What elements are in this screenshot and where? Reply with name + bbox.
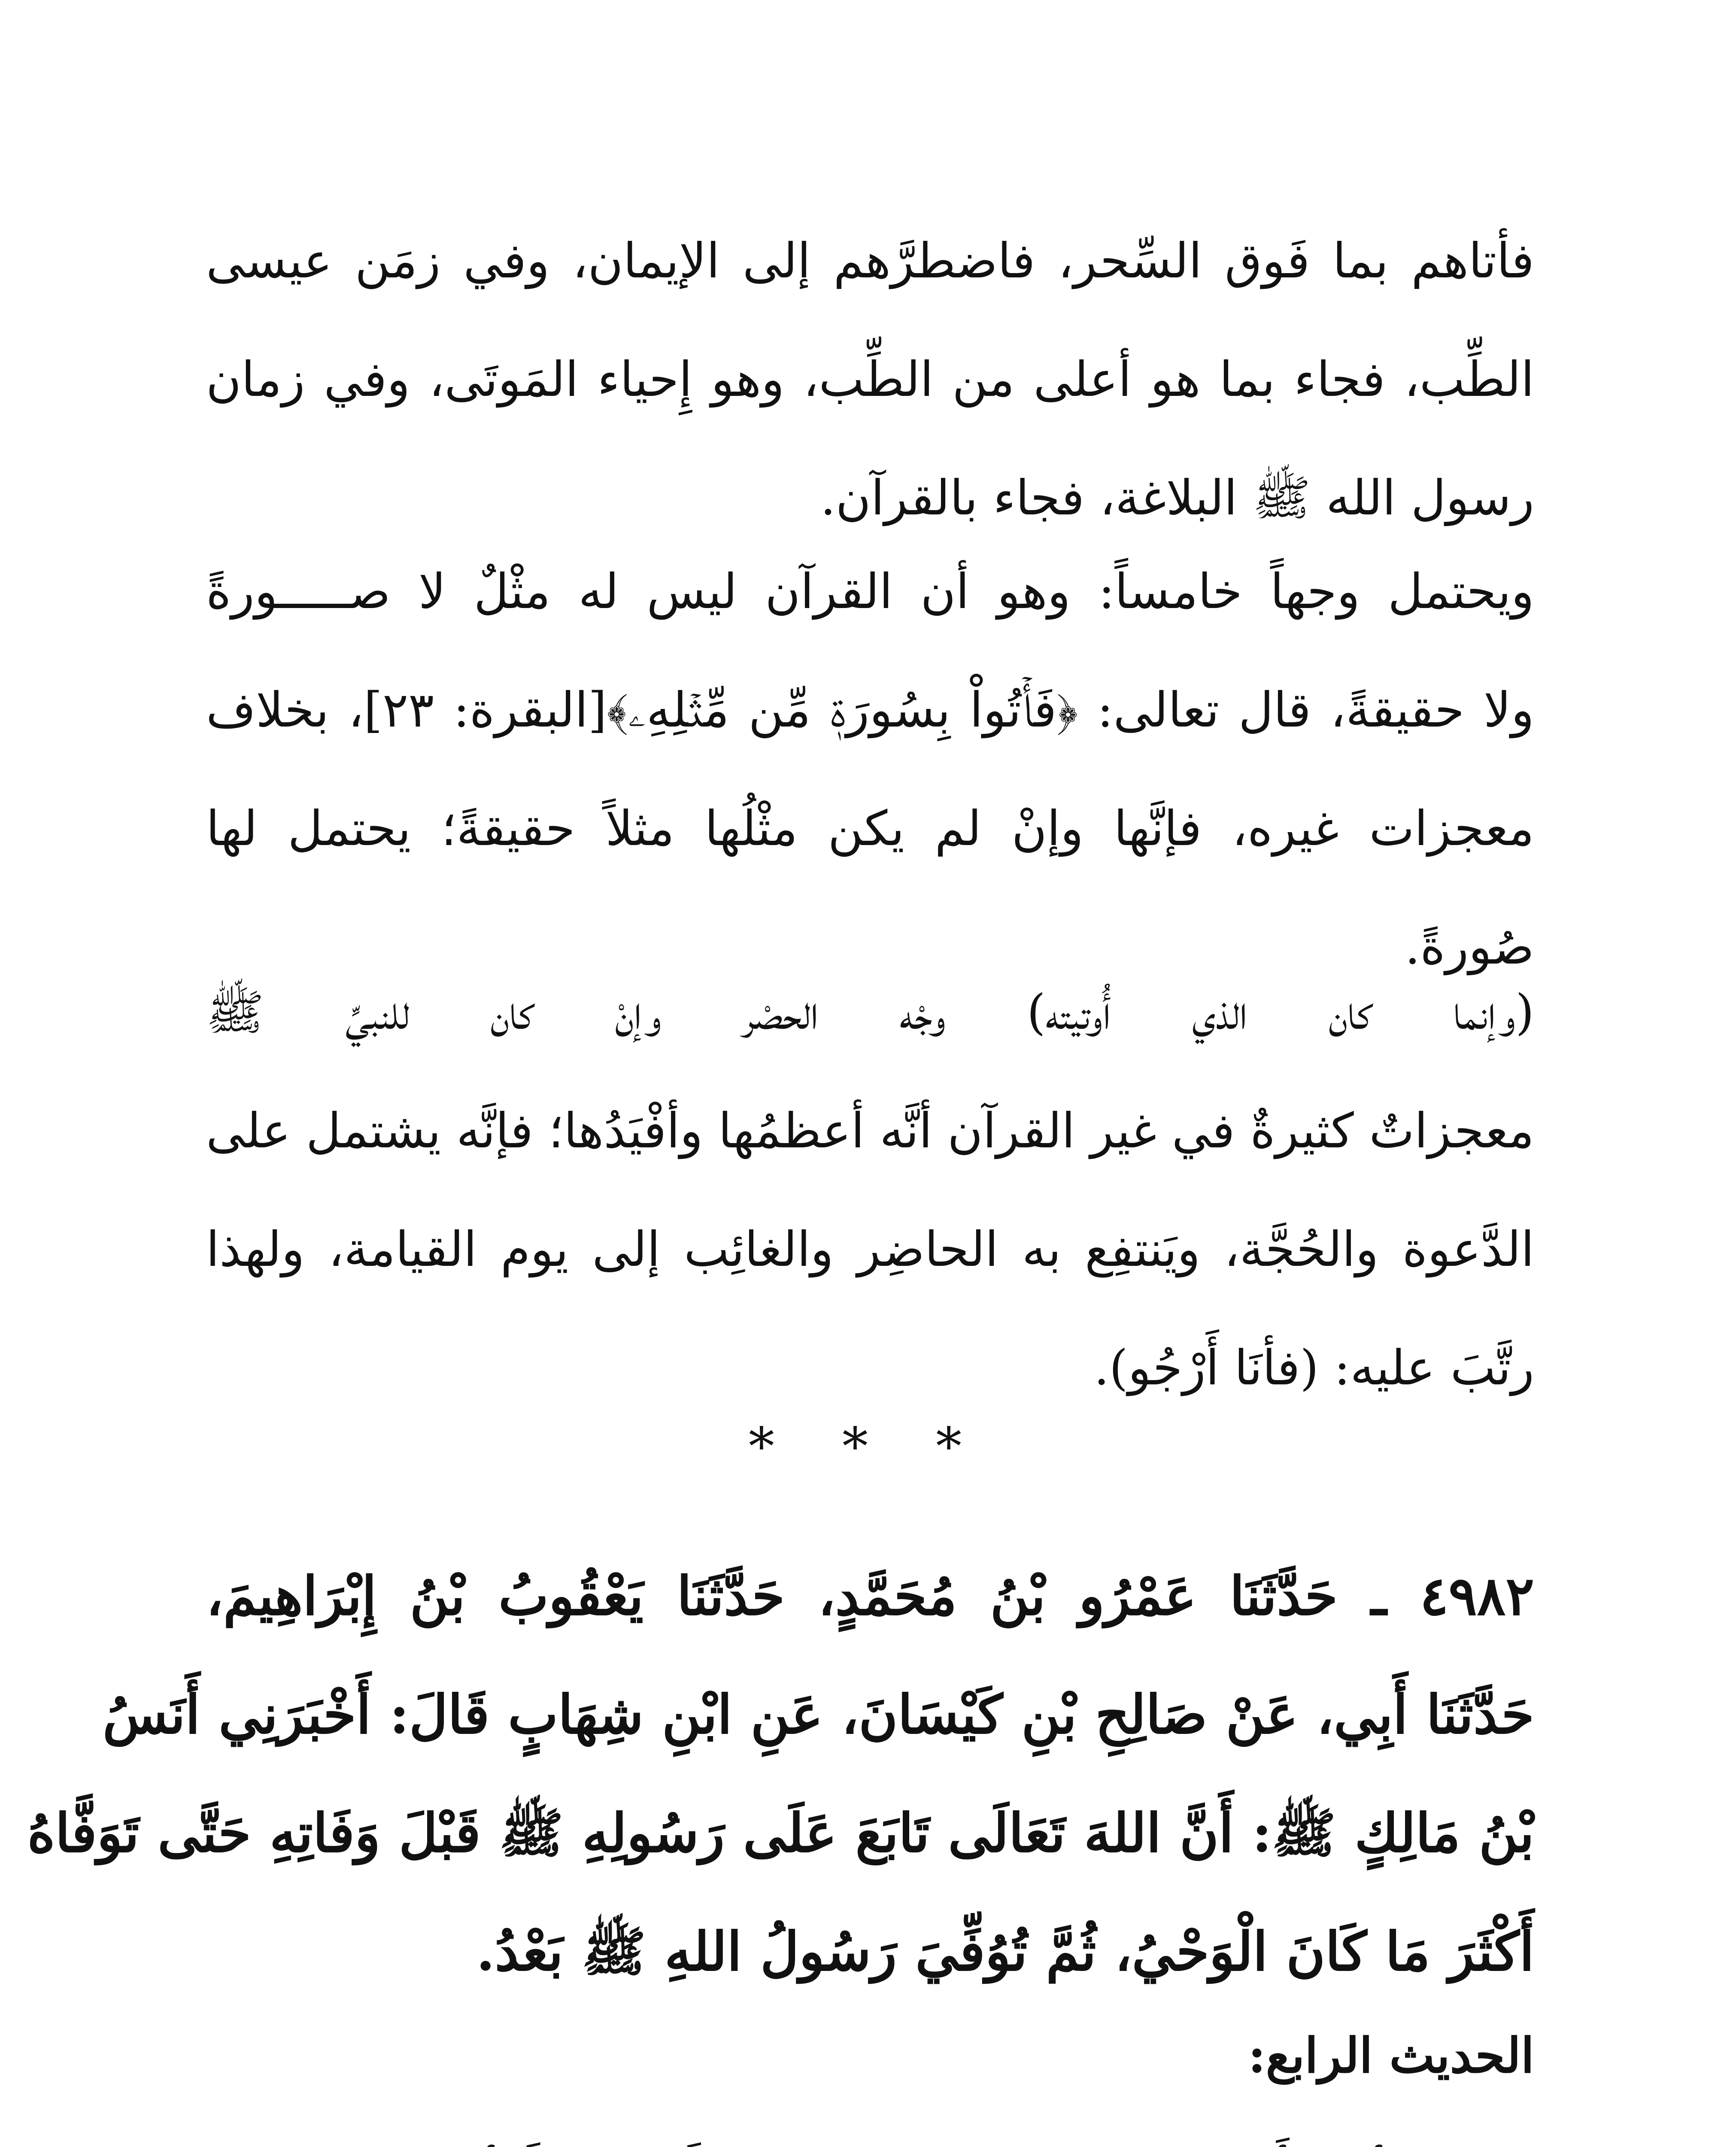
text-line: ولا حقيقةً، قال تعالى: ﴿فَأۡتُواْ بِسُورَةٖ مِّن مِّثۡلِهِۦ﴾[البقرة: ٢٣]، بخلاف bbox=[206, 682, 1534, 738]
text-line: الطِّب، فجاء بما هو أعلى من الطِّب، وهو إِحياء المَوتَى، وفي زمان bbox=[206, 352, 1535, 408]
paragraph-1 bbox=[206, 202, 1534, 557]
text-line: صُورةً. bbox=[1405, 919, 1534, 975]
text-line: (وإنما كان الذي أُوتيته) وجْه الحصْر وإنْ كان للنبيِّ ﷺ bbox=[206, 985, 1534, 1040]
hadith-line: بْنُ مَالِكٍ ﷺ: أَنَّ اللهَ تَعَالَى تَابَعَ عَلَى رَسُولِهِ ﷺ قَبْلَ وَفَاتِهِ حَتَّى تَوَفَّاهُ bbox=[27, 1802, 1534, 1864]
heading-text: الحديث الرابع: bbox=[1248, 2028, 1534, 2084]
text-line bbox=[206, 2117, 1534, 2147]
section-separator: * * * bbox=[748, 1417, 988, 1477]
text-line: فأتاهم بما فَوق السِّحر، فاضطرَّهم إلى الإيمان، وفي زمَن عيسى bbox=[206, 233, 1534, 289]
text-line: رتَّبَ عليه: (فأنَا أَرْجُو). bbox=[1094, 1340, 1534, 1396]
text-line: ويحتمل وجهاً خامساً: وهو أن القرآن ليس له مثْلٌ لا صـــــورةً bbox=[206, 564, 1534, 620]
hadith-line: أَكْثَرَ مَا كَانَ الْوَحْيُ، ثُمَّ تُوُفِّيَ رَسُولُ اللهِ ﷺ بَعْدُ. bbox=[476, 1921, 1534, 1983]
paragraph-4 bbox=[206, 2117, 1534, 2147]
section-heading bbox=[206, 1997, 1534, 2115]
text-line: معجزات غيره، فإنَّها وإنْ لم يكن مثْلُها مثلاً حقيقةً؛ يحتمل لها bbox=[206, 801, 1534, 857]
text-line: الدَّعوة والحُجَّة، ويَنتفِع به الحاضِر والغائِب إلى يوم القيامة، ولهذا bbox=[206, 1222, 1534, 1277]
hadith-line: حَدَّثَنَا أَبِي، عَنْ صَالِحِ بْنِ كَيْسَانَ، عَنِ ابْنِ شِهَابٍ قَالَ: أَخْبَرَنِي أَنَسُ bbox=[103, 1684, 1534, 1746]
hadith-line: ٤٩٨٢ ـ حَدَّثَنَا عَمْرُو بْنُ مُحَمَّدٍ، حَدَّثَنَا يَعْقُوبُ بْنُ إِبْرَاهِيمَ، bbox=[206, 1565, 1534, 1627]
text-line: معجزاتٌ كثيرةٌ في غير القرآن أنَّه أعظمُها وأفْيَدُها؛ فإنَّه يشتمل على bbox=[206, 1103, 1534, 1159]
paragraph-3 bbox=[206, 953, 1534, 1427]
text-line: رسول الله ﷺ البلاغة، فجاء بالقرآن. bbox=[820, 470, 1534, 526]
paragraph-2 bbox=[206, 532, 1534, 1007]
hadith-text bbox=[27, 1537, 1534, 2011]
